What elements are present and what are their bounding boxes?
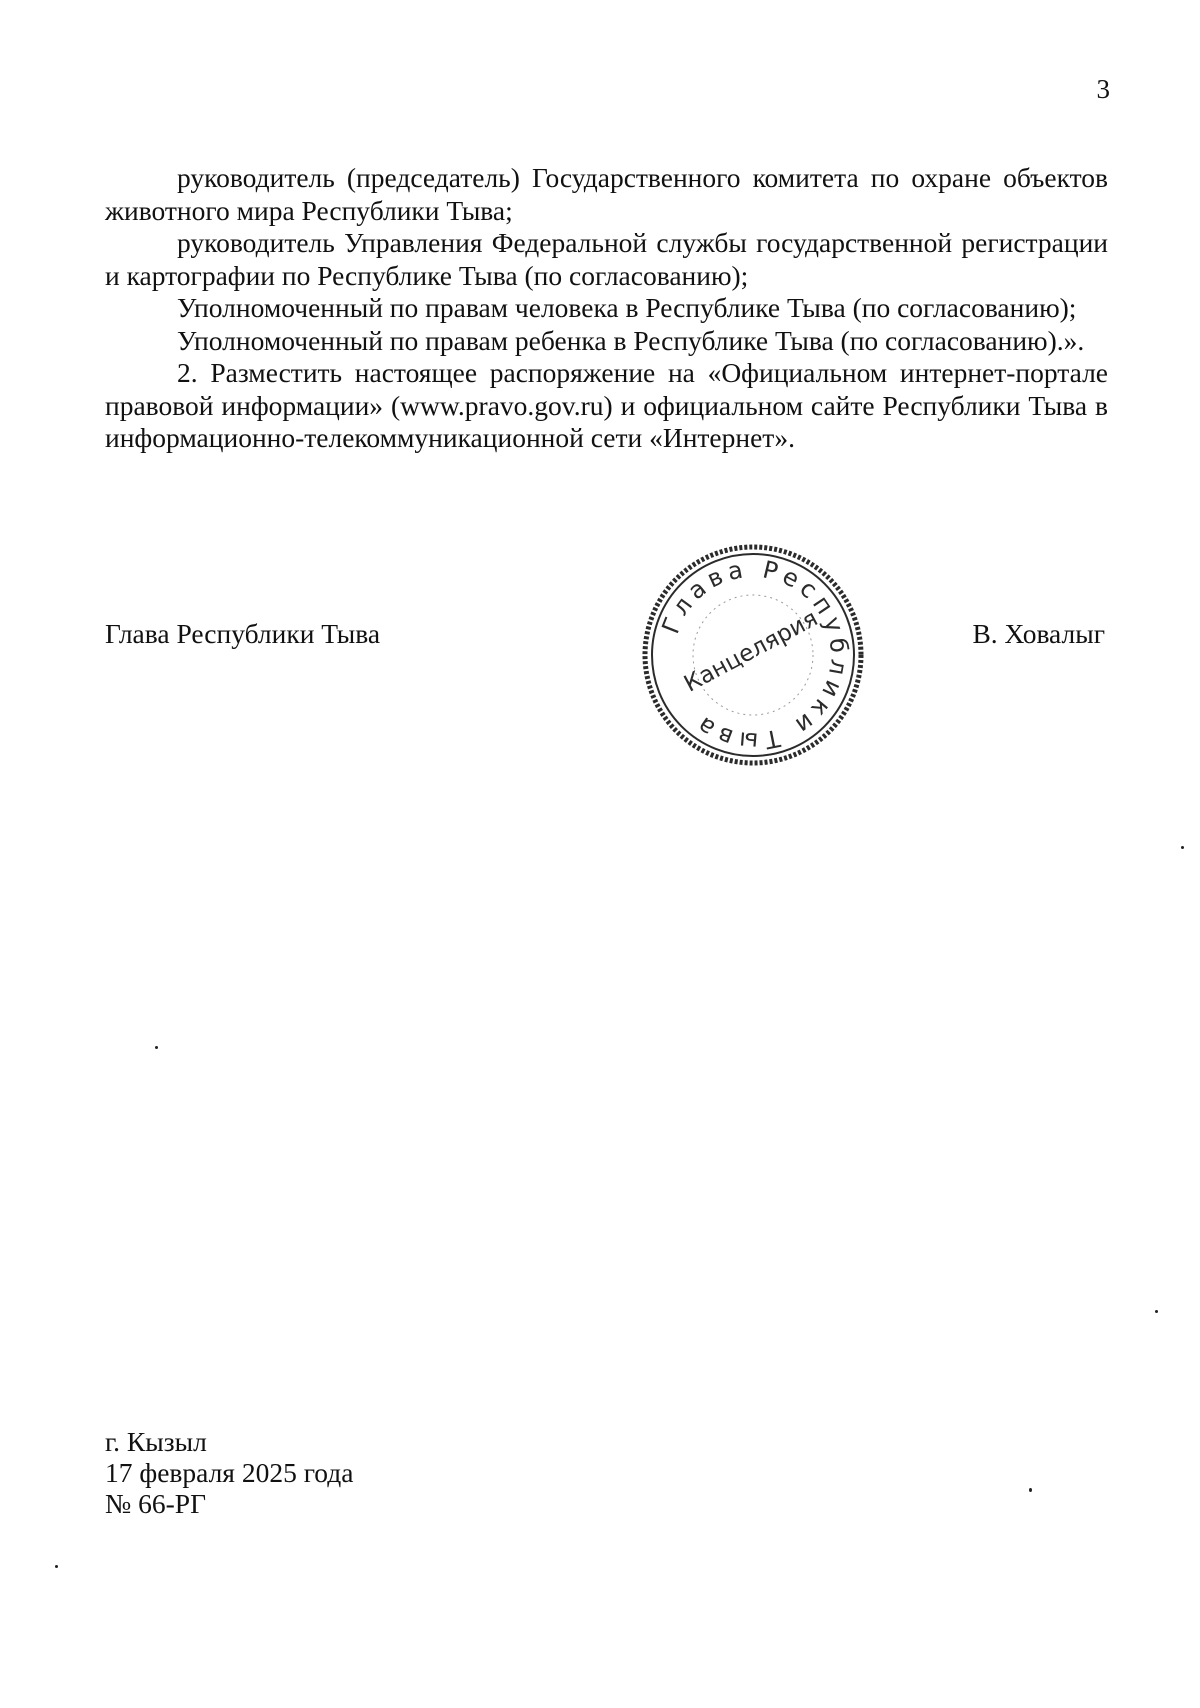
scan-speck: [55, 1565, 58, 1568]
signatory-name: В. Ховалыг: [972, 618, 1105, 649]
scan-speck: [1155, 1310, 1158, 1313]
paragraph-child-rights-ombudsman: Уполномоченный по правам ребенка в Республике Тыва (по согласованию).».: [177, 324, 1085, 356]
stamp-seal-graphic: [638, 540, 868, 770]
paragraph-human-rights-ombudsman: Уполномоченный по правам человека в Республике Тыва (по согласованию);: [177, 292, 1077, 323]
issue-date: 17 февраля 2025 года: [105, 1457, 354, 1488]
stamp-ring-text: Глава Республики Тыва: [656, 554, 854, 756]
paragraph-publication-clause: 2. Разместить настоящее распоряжение на «Официальном интернет-портале правовой информации» (www.pravo.gov.ru) и официальном сайте Республики Тыва в информационно-телекоммуникационной сети «Интернет».: [105, 357, 1108, 453]
document-body: [105, 162, 1108, 455]
paragraph-wildlife-committee: руководитель (председатель) Государственного комитета по охране объектов животного мира Республики Тыва;: [105, 162, 1108, 226]
page-number: 3: [1096, 74, 1110, 104]
signatory-title: Глава Республики Тыва: [105, 618, 381, 649]
scan-speck: [1181, 846, 1184, 849]
document-footer: [105, 1426, 353, 1519]
stamp-center-text: Канцелярия: [680, 605, 823, 698]
issue-city: г. Кызыл: [105, 1426, 207, 1457]
paragraph-rosreestr: руководитель Управления Федеральной службы государственной регистрации и картографии по Республике Тыва (по согласованию);: [105, 227, 1108, 291]
document-number: № 66-РГ: [105, 1488, 206, 1519]
scan-speck: [155, 1046, 158, 1049]
scan-speck: [1029, 1488, 1032, 1492]
official-stamp: [638, 540, 868, 770]
